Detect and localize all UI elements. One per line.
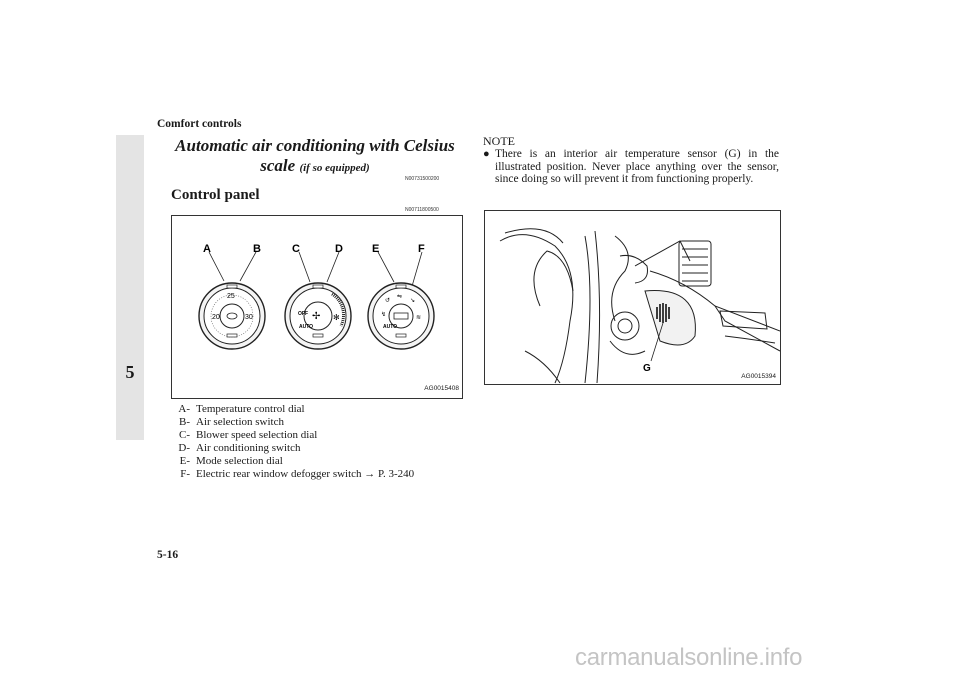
mode-auto-label: AUTO <box>383 324 398 330</box>
title-main: Automatic air conditioning with Celsius scale <box>175 136 455 175</box>
callout-f: F <box>418 243 425 255</box>
title-qualifier: (if so equipped) <box>299 162 370 174</box>
section-header: Comfort controls <box>157 118 242 130</box>
mode-face-icon: ↺ <box>385 298 391 304</box>
callout-c: C <box>292 243 300 255</box>
control-panel-heading: Control panel <box>171 187 260 203</box>
chapter-tab <box>116 135 144 440</box>
legend-item: F- Electric rear window defogger switch → P. 3-240 <box>180 468 415 480</box>
mode-selection-dial <box>368 283 434 349</box>
control-panel-reference-code: N00711800500 <box>405 207 439 213</box>
temp-label-low: 20 <box>212 314 220 321</box>
page-title <box>175 136 455 178</box>
blower-speed-dial <box>285 283 351 349</box>
callout-g: G <box>643 363 651 374</box>
callout-e: E <box>372 243 380 255</box>
sensor-location-figure <box>484 210 781 385</box>
page-number: 5-16 <box>157 549 179 561</box>
control-panel-illustration <box>172 216 462 398</box>
sensor-figure-code: AG0015394 <box>741 373 776 380</box>
bullet-icon: ● <box>483 148 490 160</box>
mode-foot-icon: ↘ <box>410 298 416 304</box>
legend-item: A- Temperature control dial <box>178 403 305 415</box>
mode-bilevel-icon: ⇋ <box>397 294 403 300</box>
blower-high-icon: ✻ <box>333 313 340 322</box>
note-text: There is an interior air temperature sensor (G) in the illustrated position. Never place anything over the sensor, since doing so will prevent it from functioning properly. <box>495 148 779 185</box>
blower-off-label: OFF <box>298 311 308 317</box>
sensor-location-illustration <box>485 211 780 384</box>
note-label: NOTE <box>483 134 515 148</box>
legend-item: C- Blower speed selection dial <box>179 429 318 441</box>
chapter-number: 5 <box>125 362 135 382</box>
callout-b: B <box>253 243 261 255</box>
callout-a: A <box>203 243 211 255</box>
control-panel-legend <box>175 403 414 481</box>
temperature-dial <box>199 283 265 349</box>
mode-defrost-icon: ≋ <box>416 315 422 321</box>
legend-item: D- Air conditioning switch <box>178 442 301 454</box>
legend-item: B- Air selection switch <box>179 416 284 428</box>
control-panel-figure-code: AG0015408 <box>424 385 459 392</box>
note-item <box>483 148 779 186</box>
temp-label-high: 30 <box>245 314 253 321</box>
callout-d: D <box>335 243 343 255</box>
legend-item: E- Mode selection dial <box>179 455 283 467</box>
temp-label-mid: 25 <box>227 293 235 300</box>
fan-icon: ✢ <box>312 311 321 322</box>
control-panel-figure <box>171 215 463 399</box>
title-reference-code: N00731500200 <box>405 176 440 182</box>
blower-auto-label: AUTO <box>299 324 314 330</box>
watermark: carmanualsonline.info <box>575 644 803 671</box>
mode-feet-icon: ↯ <box>381 312 387 318</box>
